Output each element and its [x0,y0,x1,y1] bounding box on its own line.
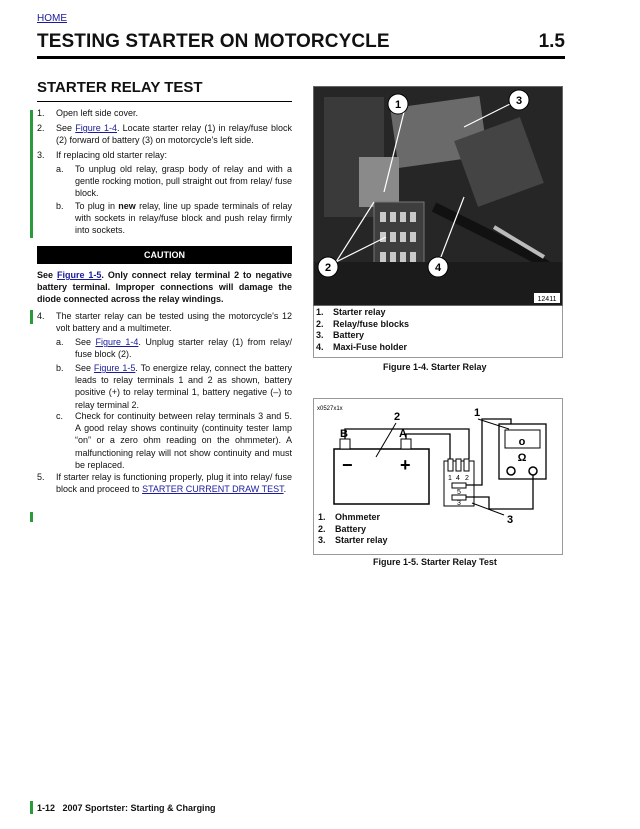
callout-1: 1 [394,99,402,111]
step-number: 2. [37,123,45,133]
step-number: 4. [37,311,45,321]
procedure-link[interactable]: STARTER CURRENT DRAW TEST [142,484,284,495]
ohm-o: o [518,436,526,448]
substep-number: c. [56,411,64,421]
figure-id: x0527x1x [317,406,343,412]
step-text: If replacing old starter relay: [56,150,168,160]
step-text: If starter relay is functioning properly, plug it into relay/ fuse block and proceed to STARTER CURRENT DRAW TEST. [56,472,292,495]
substep-number: b. [56,201,64,211]
change-bar [30,801,33,814]
figure-1-5-caption: Figure 1-5. Starter Relay Test [373,557,497,567]
callout-3: 3 [515,95,523,107]
relay-terminal-5: 5 [457,489,461,496]
step-text: See Figure 1-4. Locate starter relay (1) in relay/fuse block (2) forward of battery (3) on motorcycle's left side. [56,123,292,146]
battery-b-label: B [340,428,348,440]
battery-a-label: A [399,428,407,440]
figure-1-4-caption: Figure 1-4. Starter Relay [383,362,487,372]
callout-1: 1 [474,407,481,419]
figure-1-5-legend: 1. Ohmmeter 2. Battery 3. Starter relay [318,512,388,546]
substep-number: a. [56,164,64,174]
substep-text: To plug in new relay, line up spade terminals of relay with sockets in relay/fuse block and push relay firmly into sockets. [75,201,292,236]
caution-text: See Figure 1-5. Only connect relay terminal 2 to negative battery terminal. Improper connections will damage the diode connected across the relay windings. [37,270,293,305]
section-rule [37,101,292,102]
figure-link[interactable]: Figure 1-5 [93,363,136,373]
change-bar [30,110,33,238]
photo-illustration [314,87,562,305]
relay-terminal-3: 3 [457,500,461,507]
figure-id: 12411 [537,296,557,303]
substep-number: b. [56,363,64,373]
negative-terminal: − [342,455,353,475]
page-number: 1-12 [37,803,56,813]
callout-3: 3 [507,514,514,526]
step-number: 1. [37,108,45,118]
page-footer [37,803,216,813]
footer-title: 2007 Sportster: Starting & Charging [62,803,216,813]
figure-link[interactable]: Figure 1-5 [56,270,102,280]
substep-number: a. [56,337,64,347]
callout-2: 2 [394,411,401,423]
header-rule [37,56,565,59]
step-number: 5. [37,472,45,482]
section-title: STARTER RELAY TEST [37,79,203,96]
callout-2: 2 [324,262,332,274]
callout-4: 4 [434,262,442,274]
relay-terminal-4: 4 [456,475,460,482]
section-number: 1.5 [538,31,565,52]
step-number: 3. [37,150,45,160]
figure-link[interactable]: Figure 1-4 [75,123,117,133]
substep-text: See Figure 1-5. To energize relay, connect the battery leads to relay terminals 1 and 2 as shown, battery positive (+) to relay terminal 1, battery negative (–) to relay terminal 2. [75,363,292,410]
home-link[interactable]: HOME [37,13,67,24]
caution-banner: CAUTION [37,246,292,264]
starter-relay-photo [313,86,563,306]
substep-text: See Figure 1-4. Unplug starter relay (1) from relay/ fuse block (2). [75,337,293,360]
substep-text: To unplug old relay, grasp body of relay and with a gentle rocking motion, pull straight out from relay/ fuse block. [75,164,292,199]
step-text: Open left side cover. [56,108,139,118]
figure-link[interactable]: Figure 1-4 [95,337,139,347]
step-text: The starter relay can be tested using the motorcycle's 12 volt battery and a multimeter. [56,311,292,334]
ohm-symbol: Ω [517,452,527,464]
page-title: TESTING STARTER ON MOTORCYCLE [37,31,390,52]
change-bar [30,310,33,324]
change-bar [30,512,33,522]
relay-terminal-2: 2 [465,475,469,482]
relay-terminal-1: 1 [448,475,452,482]
positive-terminal: + [400,455,411,475]
figure-1-4-legend: 1. Starter relay 2. Relay/fuse blocks 3. Battery 4. Maxi-Fuse holder [316,307,410,352]
substep-text: Check for continuity between relay terminals 3 and 5. A good relay shows continuity (continuity tester lamp “on” or a zero ohm reading on the ohmmeter). A malfunctioning relay will not show continuity and must be replaced. [75,411,292,470]
